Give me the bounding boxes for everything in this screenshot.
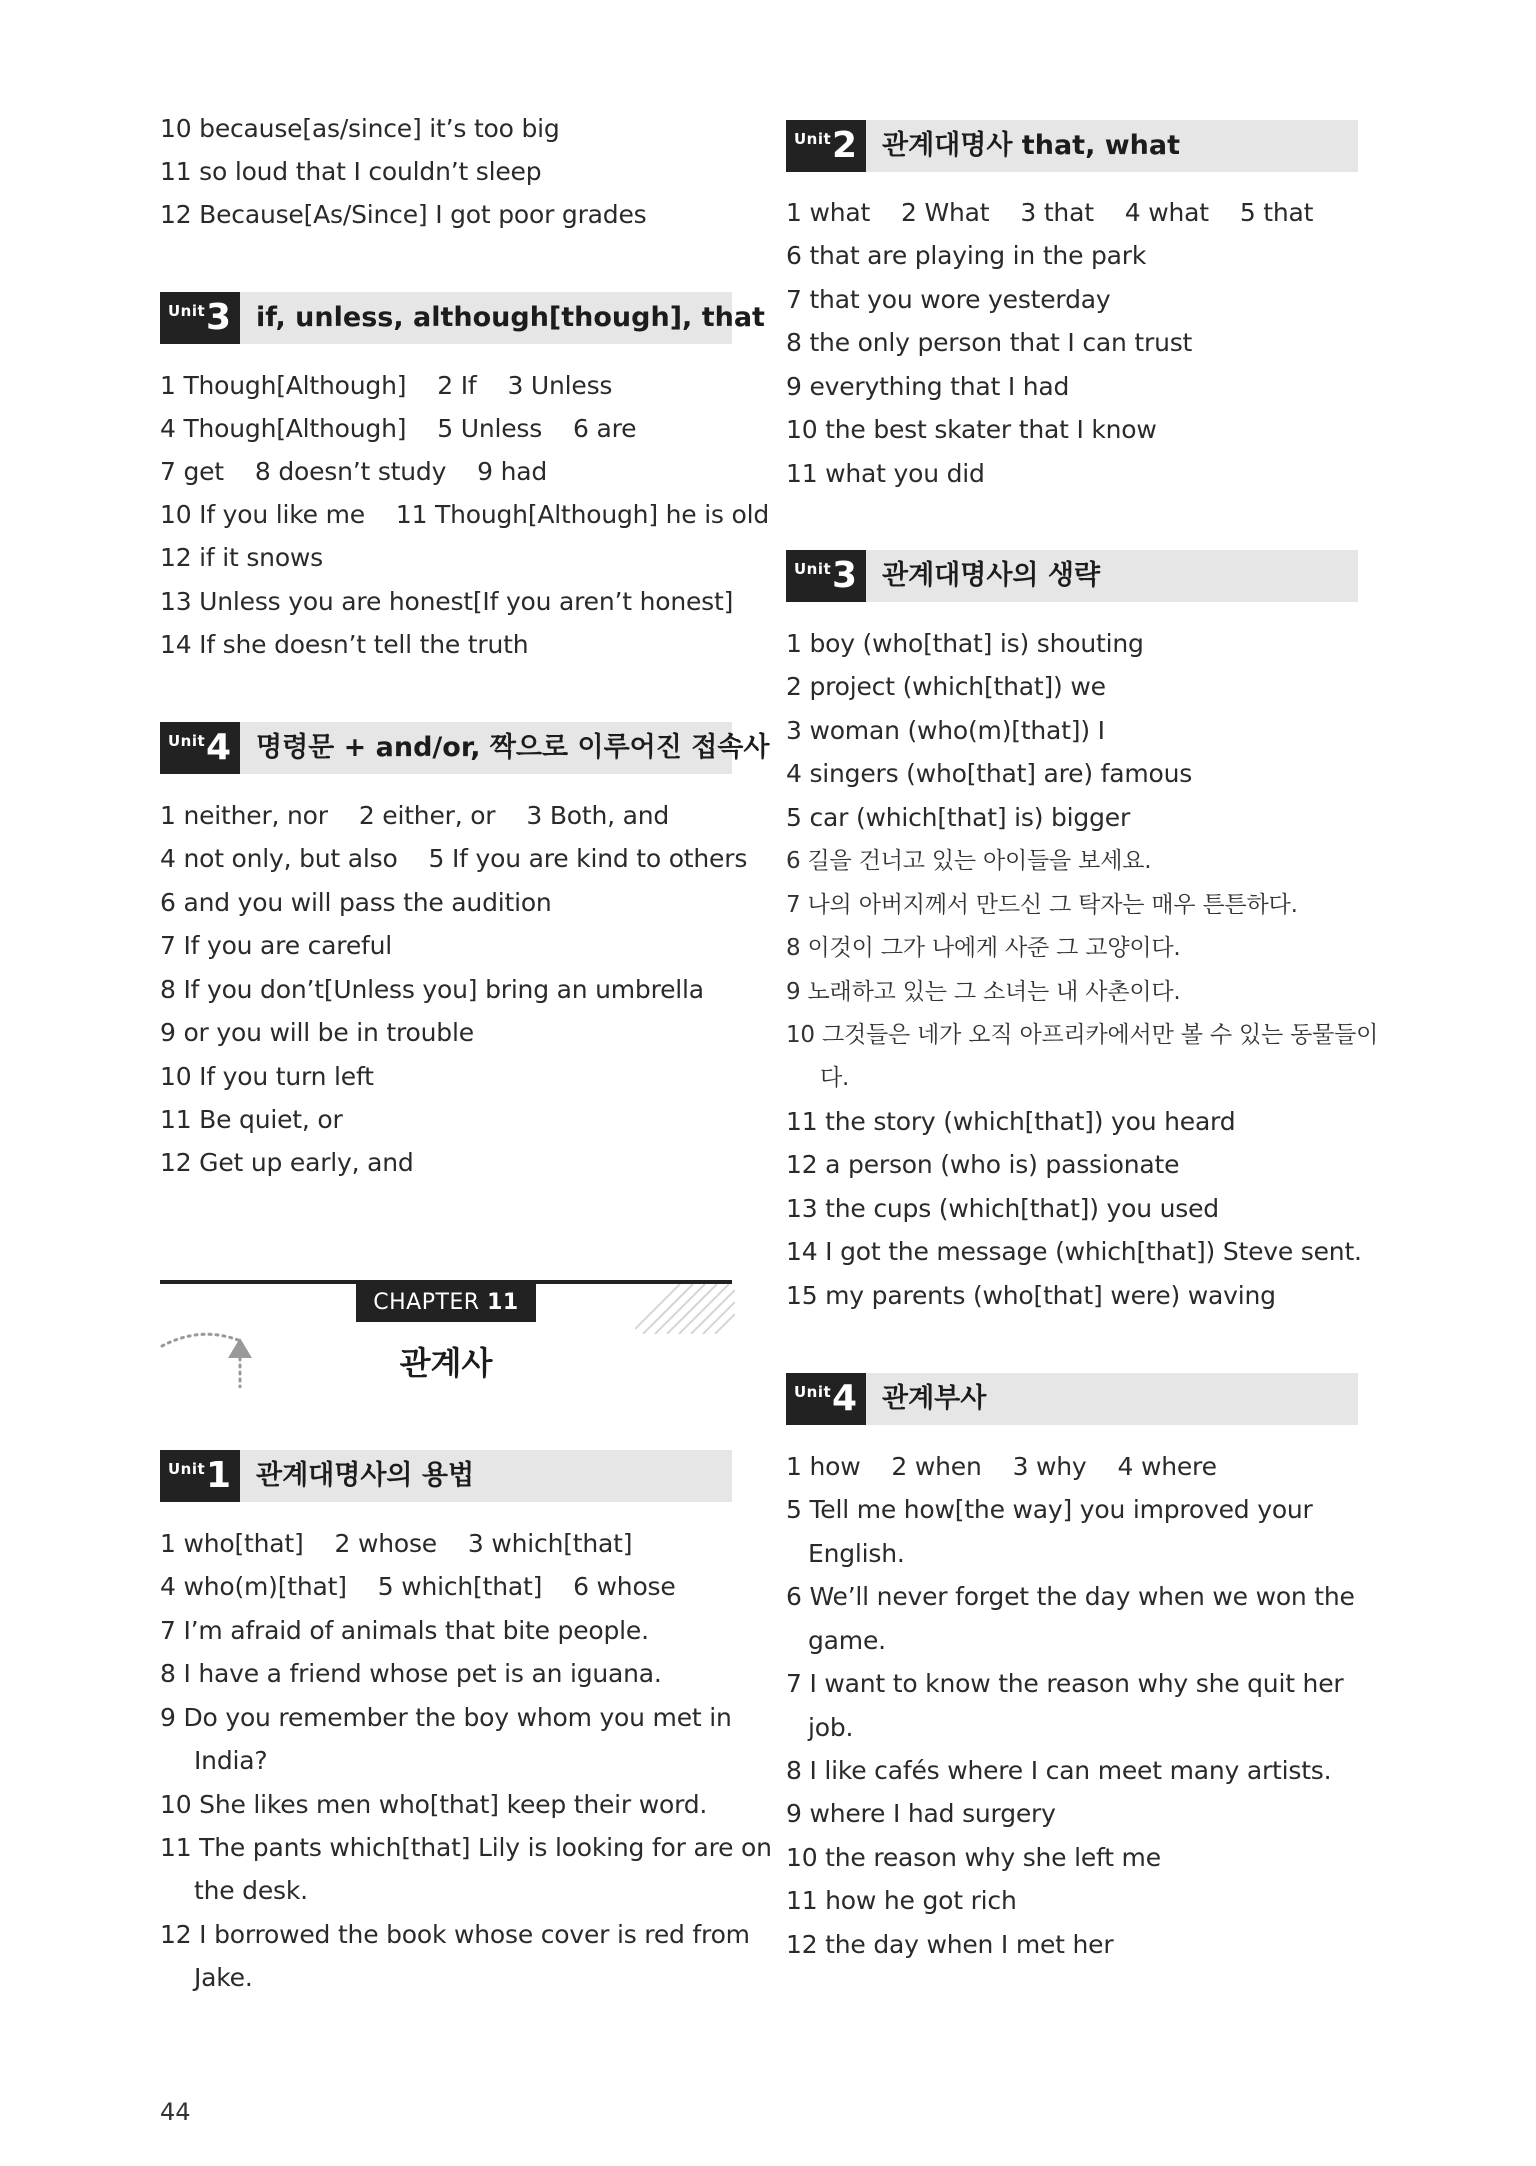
answer-line-continued: 다.	[820, 1065, 850, 1091]
unit-3-header	[160, 292, 765, 344]
decorative-circle-icon	[635, 1284, 735, 1334]
answer-line-continued: the desk.	[194, 1876, 308, 1905]
answer-line: 11 The pants which[that] Lily is looking for are on	[160, 1833, 772, 1862]
answer-line: 11 what you did	[786, 459, 985, 488]
answer-line: 1 who[that] 2 whose 3 which[that]	[160, 1529, 633, 1558]
answer-line: 7 나의 아버지께서 만드신 그 탁자는 매우 튼튼하다.	[786, 892, 1298, 918]
unit-title: 명령문 + and/or, 짝으로 이루어진 접속사	[256, 732, 770, 763]
answer-line: 4 not only, but also 5 If you are kind to others	[160, 844, 748, 873]
answer-line: 10 If you turn left	[160, 1062, 374, 1091]
answer-line-continued: job.	[808, 1713, 854, 1742]
answer-line: 6 길을 건너고 있는 아이들을 보세요.	[786, 848, 1152, 874]
answer-line: 9 or you will be in trouble	[160, 1018, 474, 1047]
answer-line: 10 the best skater that I know	[786, 415, 1157, 444]
unit-tag: Unit 4	[786, 1373, 866, 1425]
answer-line: 15 my parents (who[that] were) waving	[786, 1281, 1276, 1310]
answer-line: 12 if it snows	[160, 543, 323, 572]
answer-line: 10 If you like me 11 Though[Although] he is old	[160, 500, 770, 529]
answer-line: 1 Though[Although] 2 If 3 Unless	[160, 371, 613, 400]
unit-2-header	[786, 120, 1358, 172]
unit-1-header	[160, 1450, 732, 1502]
answer-line: 13 the cups (which[that]) you used	[786, 1194, 1219, 1223]
answer-line: 14 If she doesn’t tell the truth	[160, 630, 529, 659]
answer-line: 5 car (which[that] is) bigger	[786, 803, 1131, 832]
answer-line: 10 She likes men who[that] keep their word.	[160, 1790, 708, 1819]
unit-4-header	[786, 1373, 1358, 1425]
answer-line: 11 the story (which[that]) you heard	[786, 1107, 1236, 1136]
answer-line: 11 how he got rich	[786, 1886, 1017, 1915]
chapter-title: 관계사	[399, 1344, 493, 1382]
answer-line: 10 the reason why she left me	[786, 1843, 1161, 1872]
answer-line-continued: game.	[808, 1626, 886, 1655]
unit-title: 관계대명사 that, what	[882, 130, 1181, 161]
answer-line: 3 woman (who(m)[that]) I	[786, 716, 1105, 745]
unit-tag: Unit 3	[160, 292, 240, 344]
answer-line: 6 We’ll never forget the day when we won the	[786, 1582, 1355, 1611]
answer-line: 4 singers (who[that] are) famous	[786, 759, 1193, 788]
chapter-badge: CHAPTER 11	[356, 1284, 536, 1322]
page-number: 44	[160, 2098, 191, 2126]
answer-line: 1 boy (who[that] is) shouting	[786, 629, 1144, 658]
answer-line: 12 the day when I met her	[786, 1930, 1114, 1959]
answer-line: 8 If you don’t[Unless you] bring an umbrella	[160, 975, 704, 1004]
answer-line: 12 Get up early, and	[160, 1148, 414, 1177]
unit-tag: Unit 4	[160, 722, 240, 774]
unit-title: 관계대명사의 생략	[882, 560, 1101, 591]
answer-line: 4 who(m)[that] 5 which[that] 6 whose	[160, 1572, 676, 1601]
answer-line: 9 Do you remember the boy whom you met in	[160, 1703, 732, 1732]
answer-line: 12 Because[As/Since] I got poor grades	[160, 200, 647, 229]
answer-line-continued: Jake.	[194, 1963, 253, 1992]
unit-3-header	[786, 550, 1358, 602]
answer-line: 1 how 2 when 3 why 4 where	[786, 1452, 1217, 1481]
answer-line: 7 get 8 doesn’t study 9 had	[160, 457, 548, 486]
answer-line: 13 Unless you are honest[If you aren’t honest]	[160, 587, 734, 616]
unit-4-header	[160, 722, 770, 774]
answer-line: 7 If you are careful	[160, 931, 392, 960]
answer-line: 14 I got the message (which[that]) Steve sent.	[786, 1237, 1362, 1266]
unit-title: 관계부사	[882, 1383, 987, 1414]
answer-line: 1 neither, nor 2 either, or 3 Both, and	[160, 801, 670, 830]
answer-line: 12 a person (who is) passionate	[786, 1150, 1180, 1179]
answer-line: 7 I’m afraid of animals that bite people.	[160, 1616, 649, 1645]
answer-line: 7 I want to know the reason why she quit her	[786, 1669, 1344, 1698]
answer-line: 9 everything that I had	[786, 372, 1070, 401]
answer-line: 4 Though[Although] 5 Unless 6 are	[160, 414, 637, 443]
answer-line: 10 because[as/since] it’s too big	[160, 114, 560, 143]
answer-line-continued: English.	[808, 1539, 905, 1568]
curved-arrow-icon	[160, 1318, 270, 1388]
answer-line: 8 the only person that I can trust	[786, 328, 1193, 357]
unit-title: 관계대명사의 용법	[256, 1460, 475, 1491]
answer-line: 1 what 2 What 3 that 4 what 5 that	[786, 198, 1314, 227]
answer-line: 5 Tell me how[the way] you improved your	[786, 1495, 1313, 1524]
answer-line: 9 where I had surgery	[786, 1799, 1056, 1828]
answer-line: 7 that you wore yesterday	[786, 285, 1111, 314]
answer-line: 9 노래하고 있는 그 소녀는 내 사촌이다.	[786, 979, 1181, 1005]
answer-line: 8 이것이 그가 나에게 사준 그 고양이다.	[786, 935, 1181, 961]
unit-tag: Unit 3	[786, 550, 866, 602]
answer-line: 11 Be quiet, or	[160, 1105, 343, 1134]
answer-line: 2 project (which[that]) we	[786, 672, 1106, 701]
answer-line: 6 and you will pass the audition	[160, 888, 552, 917]
answer-line: 8 I have a friend whose pet is an iguana.	[160, 1659, 662, 1688]
unit-title: if, unless, although[though], that	[256, 302, 765, 333]
unit-tag: Unit 1	[160, 1450, 240, 1502]
answer-line: 10 그것들은 네가 오직 아프리카에서만 볼 수 있는 동물들이	[786, 1022, 1379, 1048]
answer-line-continued: India?	[194, 1746, 268, 1775]
answer-line: 8 I like cafés where I can meet many artists.	[786, 1756, 1332, 1785]
answer-line: 6 that are playing in the park	[786, 241, 1147, 270]
answer-line: 12 I borrowed the book whose cover is red from	[160, 1920, 750, 1949]
answer-line: 11 so loud that I couldn’t sleep	[160, 157, 542, 186]
chapter-heading	[160, 1280, 732, 1430]
unit-tag: Unit 2	[786, 120, 866, 172]
